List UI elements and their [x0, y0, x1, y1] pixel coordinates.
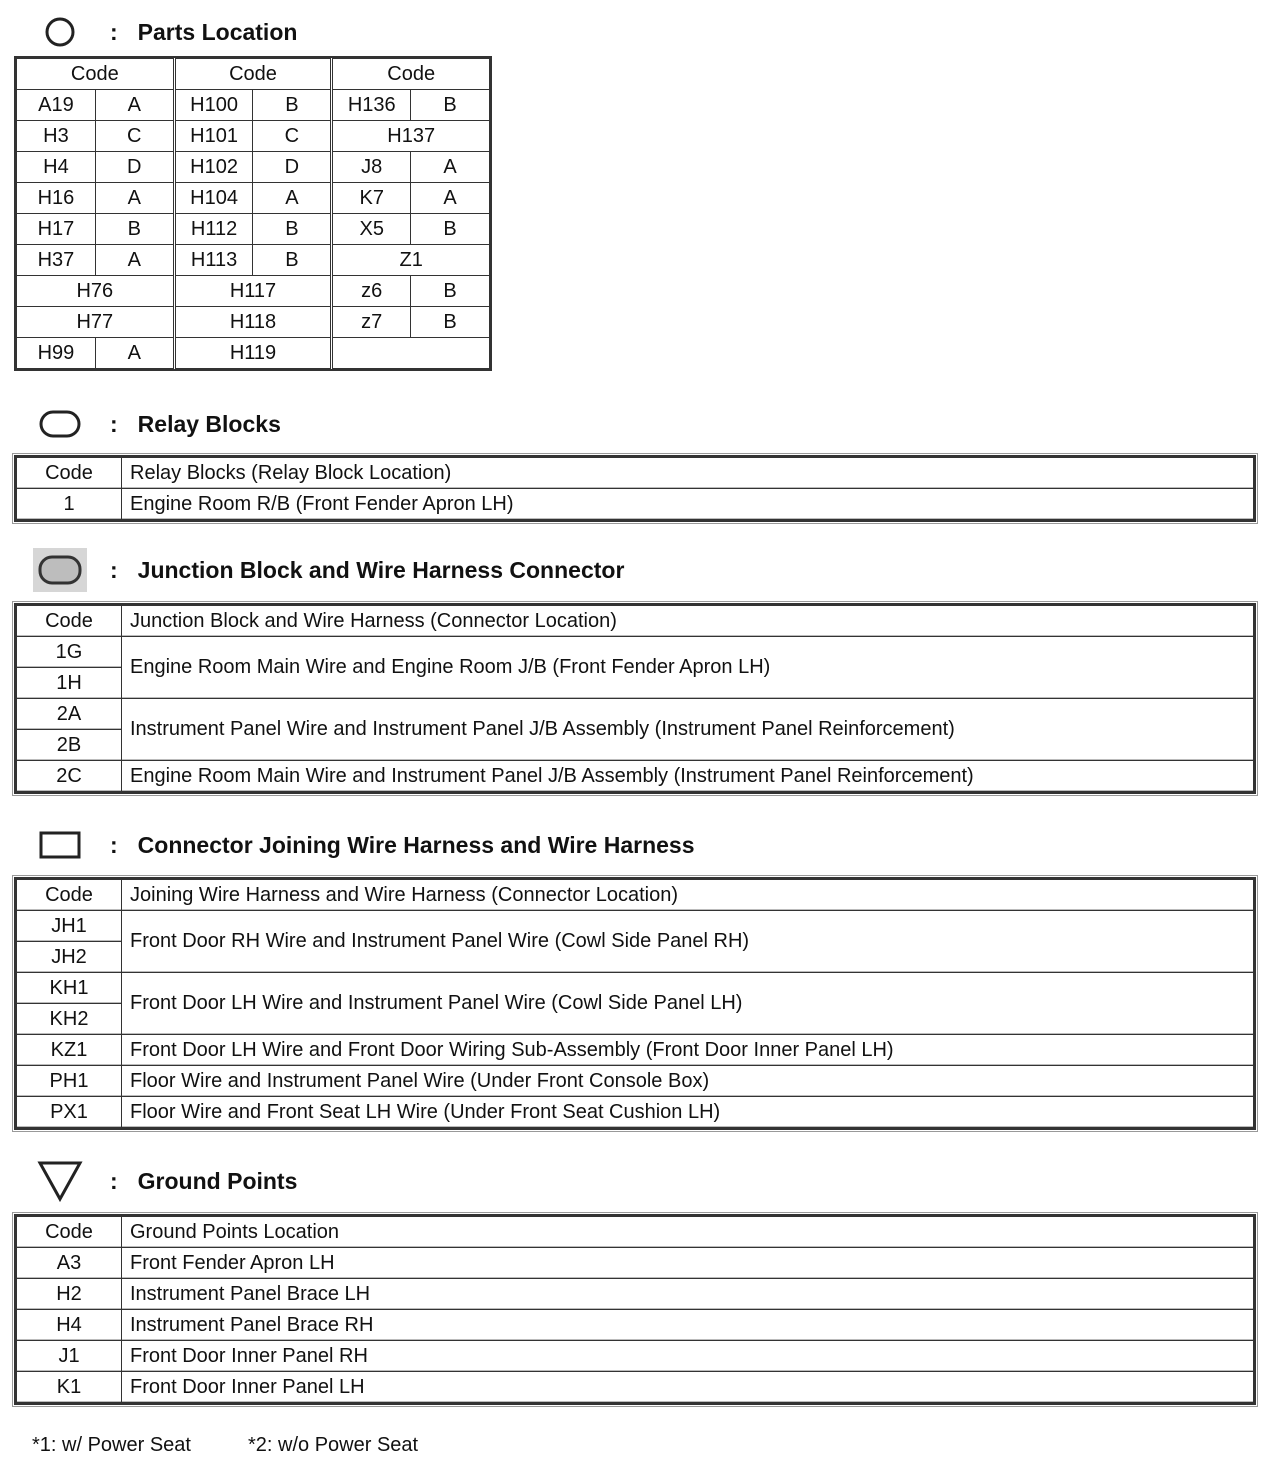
header-code: Code [17, 880, 122, 911]
section-title: Connector Joining Wire Harness and Wire Harness [137, 831, 695, 858]
row-code: H2 [17, 1279, 122, 1310]
junction-row [17, 637, 1254, 668]
section-title: Relay Blocks [137, 410, 281, 437]
ground-points-table [14, 1214, 1256, 1405]
heading-colon: : [110, 18, 118, 45]
part-code: H4 [17, 152, 96, 183]
parts-row [17, 214, 490, 245]
part-code: H17 [17, 214, 96, 245]
header-code: Code [17, 1217, 122, 1248]
header-code: Code [17, 458, 122, 489]
part-location-letter: D [253, 152, 332, 183]
row-description: Floor Wire and Front Seat LH Wire (Under Front Seat Cushion LH) [122, 1097, 1254, 1128]
connector-joining-heading [30, 823, 695, 867]
ground-row [17, 1248, 1254, 1279]
part-code: H137 [332, 121, 490, 152]
part-code: H101 [174, 121, 253, 152]
part-code: H112 [174, 214, 253, 245]
part-code: Z1 [332, 245, 490, 276]
row-description: Engine Room R/B (Front Fender Apron LH) [122, 489, 1254, 520]
row-description: Front Fender Apron LH [122, 1248, 1254, 1279]
row-code: 2B [17, 730, 122, 761]
row-description: Front Door LH Wire and Instrument Panel Wire (Cowl Side Panel LH) [122, 973, 1254, 1035]
part-code: J8 [332, 152, 411, 183]
part-code: z7 [332, 307, 411, 338]
connector-row [17, 973, 1254, 1004]
part-code: H37 [17, 245, 96, 276]
part-location-letter: A [95, 183, 174, 214]
part-code: H102 [174, 152, 253, 183]
row-description: Front Door Inner Panel LH [122, 1372, 1254, 1403]
section-title: Ground Points [137, 1167, 298, 1194]
parts-header-cell: Code [332, 59, 490, 90]
footnote-1: *1: w/ Power Seat [32, 1434, 191, 1456]
shaded-rounded-rect-icon [30, 548, 90, 592]
relay-blocks-heading [30, 402, 281, 446]
junction-block-table [14, 603, 1256, 794]
part-location-letter: B [411, 90, 490, 121]
row-description: Front Door RH Wire and Instrument Panel Wire (Cowl Side Panel RH) [122, 911, 1254, 973]
ground-points-heading [30, 1159, 297, 1203]
row-code: 2A [17, 699, 122, 730]
row-description: Instrument Panel Brace RH [122, 1310, 1254, 1341]
ground-row [17, 1310, 1254, 1341]
heading-colon: : [110, 831, 118, 858]
parts-header-cell: Code [17, 59, 175, 90]
row-code: PX1 [17, 1097, 122, 1128]
section-title: Parts Location [137, 18, 298, 45]
row-description: Floor Wire and Instrument Panel Wire (Under Front Console Box) [122, 1066, 1254, 1097]
part-code: H117 [174, 276, 332, 307]
header-code: Code [17, 606, 122, 637]
part-location-letter: A [411, 152, 490, 183]
row-code: 1G [17, 637, 122, 668]
row-code: KZ1 [17, 1035, 122, 1066]
row-description: Instrument Panel Brace LH [122, 1279, 1254, 1310]
junction-row [17, 699, 1254, 730]
part-location-letter: A [95, 245, 174, 276]
connector-grid [16, 879, 1254, 1128]
part-code: H113 [174, 245, 253, 276]
row-code: JH2 [17, 942, 122, 973]
part-code: H100 [174, 90, 253, 121]
header-description: Joining Wire Harness and Wire Harness (Connector Location) [122, 880, 1254, 911]
parts-row [17, 183, 490, 214]
parts-row [17, 152, 490, 183]
part-code: H16 [17, 183, 96, 214]
part-code: H3 [17, 121, 96, 152]
row-code: 1H [17, 668, 122, 699]
row-code: PH1 [17, 1066, 122, 1097]
row-description: Engine Room Main Wire and Engine Room J/B (Front Fender Apron LH) [122, 637, 1254, 699]
heading-colon: : [110, 1167, 118, 1194]
part-code [332, 338, 490, 369]
header-description: Junction Block and Wire Harness (Connector Location) [122, 606, 1254, 637]
part-code: H76 [17, 276, 175, 307]
part-location-letter: B [411, 307, 490, 338]
part-location-letter: B [253, 214, 332, 245]
part-code: z6 [332, 276, 411, 307]
rounded-rect-icon [30, 402, 90, 446]
parts-row [17, 245, 490, 276]
part-location-letter: C [95, 121, 174, 152]
relay-row [17, 489, 1254, 520]
row-code: K1 [17, 1372, 122, 1403]
part-location-letter: A [253, 183, 332, 214]
row-code: 2C [17, 761, 122, 792]
part-code: H118 [174, 307, 332, 338]
part-location-letter: D [95, 152, 174, 183]
row-code: KH2 [17, 1004, 122, 1035]
circle-icon [30, 10, 90, 54]
parts-row [17, 338, 490, 369]
row-code: JH1 [17, 911, 122, 942]
parts-grid [16, 58, 490, 369]
row-description: Engine Room Main Wire and Instrument Panel J/B Assembly (Instrument Panel Reinforcement) [122, 761, 1254, 792]
row-code: A3 [17, 1248, 122, 1279]
part-code: A19 [17, 90, 96, 121]
part-location-letter: A [95, 90, 174, 121]
parts-location-heading [30, 10, 297, 54]
parts-row [17, 307, 490, 338]
part-location-letter: B [253, 90, 332, 121]
ground-grid [16, 1216, 1254, 1403]
parts-location-table [14, 56, 492, 371]
parts-header-row [17, 59, 490, 90]
relay-blocks-table [14, 455, 1256, 522]
row-description: Instrument Panel Wire and Instrument Panel J/B Assembly (Instrument Panel Reinforcement) [122, 699, 1254, 761]
part-code: H104 [174, 183, 253, 214]
connector-row [17, 1035, 1254, 1066]
connector-row [17, 1097, 1254, 1128]
junction-grid [16, 605, 1254, 792]
junction-row [17, 761, 1254, 792]
relay-grid [16, 457, 1254, 520]
part-location-letter: B [95, 214, 174, 245]
junction-block-heading [30, 548, 624, 592]
part-location-letter: B [411, 214, 490, 245]
heading-colon: : [110, 556, 118, 583]
relay-header-row [17, 458, 1254, 489]
row-description: Front Door Inner Panel RH [122, 1341, 1254, 1372]
part-code: H77 [17, 307, 175, 338]
junction-header-row [17, 606, 1254, 637]
connector-row [17, 911, 1254, 942]
row-code: H4 [17, 1310, 122, 1341]
parts-row [17, 90, 490, 121]
row-code: 1 [17, 489, 122, 520]
rectangle-icon [30, 823, 90, 867]
parts-header-cell: Code [174, 59, 332, 90]
ground-row [17, 1279, 1254, 1310]
ground-row [17, 1341, 1254, 1372]
part-code: H119 [174, 338, 332, 369]
part-code: H99 [17, 338, 96, 369]
triangle-down-icon [30, 1159, 90, 1203]
header-description: Relay Blocks (Relay Block Location) [122, 458, 1254, 489]
row-code: KH1 [17, 973, 122, 1004]
footnote-2: *2: w/o Power Seat [248, 1434, 419, 1456]
row-description: Front Door LH Wire and Front Door Wiring Sub-Assembly (Front Door Inner Panel LH) [122, 1035, 1254, 1066]
part-location-letter: C [253, 121, 332, 152]
part-location-letter: B [253, 245, 332, 276]
part-code: H136 [332, 90, 411, 121]
part-location-letter: B [411, 276, 490, 307]
parts-row [17, 276, 490, 307]
header-description: Ground Points Location [122, 1217, 1254, 1248]
row-code: J1 [17, 1341, 122, 1372]
connector-row [17, 1066, 1254, 1097]
parts-row [17, 121, 490, 152]
part-location-letter: A [411, 183, 490, 214]
part-location-letter: A [95, 338, 174, 369]
heading-colon: : [110, 410, 118, 437]
part-code: K7 [332, 183, 411, 214]
connector-header-row [17, 880, 1254, 911]
ground-row [17, 1372, 1254, 1403]
connector-joining-table [14, 877, 1256, 1130]
ground-header-row [17, 1217, 1254, 1248]
part-code: X5 [332, 214, 411, 245]
section-title: Junction Block and Wire Harness Connector [137, 556, 625, 583]
